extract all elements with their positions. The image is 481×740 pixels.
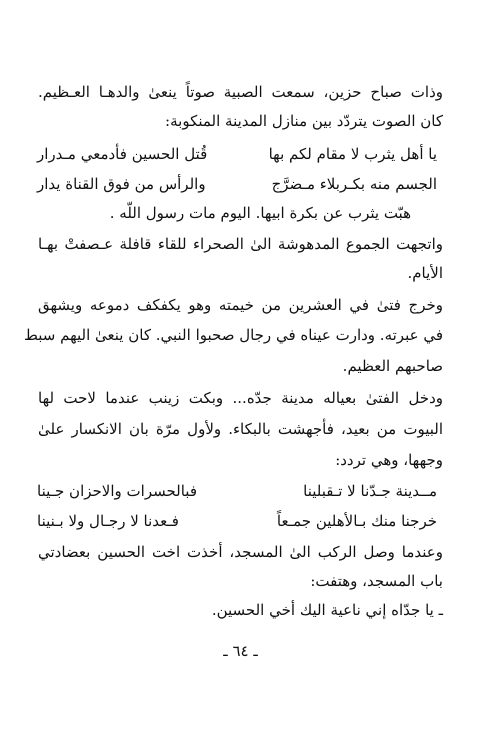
paragraph-line: ـ يا جدّاه إني ناعية اليك أخي الحسين. bbox=[211, 601, 443, 619]
verse-hemistich: والرأس من فوق القناة يدار bbox=[37, 175, 206, 193]
verse-hemistich: يا أهل يثرب لا مقام لكم بها bbox=[268, 145, 437, 163]
verse-line bbox=[37, 174, 437, 194]
verse-line bbox=[37, 144, 437, 164]
verse-hemistich: فـعدنا لا رجـال ولا بـنينا bbox=[37, 512, 179, 530]
verse-hemistich: قُتل الحسين فأدمعي مـدرار bbox=[37, 145, 208, 163]
paragraph-line: وخرج فتىٰ في العشرين من خيمته وهو يكفكف دموعه ويشهق bbox=[38, 296, 443, 314]
verse-hemistich: الجسم منه بكـربلاء مـضرَّج bbox=[271, 175, 437, 193]
paragraph-line: وجهها، وهي تردد: bbox=[335, 451, 443, 469]
paragraph-line: هبّت يثرب عن بكرة ابيها. اليوم مات رسول اللّه . bbox=[109, 204, 411, 222]
verse-line bbox=[37, 511, 437, 531]
page-number: ـ ٦٤ ـ bbox=[223, 642, 258, 660]
verse-hemistich: فبالحسرات والاحزان جـينا bbox=[37, 482, 197, 500]
paragraph-line: صاحبهم العظيم. bbox=[342, 357, 443, 375]
paragraph-line: وذات صباح حزين، سمعت الصبية صوتاً ينعىٰ والدهـا العـظيم. bbox=[38, 83, 443, 101]
paragraph-line: البيوت من بعيد، فأجهشت بالبكاء. ولأول مرّة بان الانكسار علىٰ bbox=[38, 420, 443, 438]
paragraph-line: في عبرته. ودارت عيناه في رجال صحبوا النبي. كان ينعىٰ اليهم سبط bbox=[24, 326, 443, 344]
verse-line bbox=[37, 481, 437, 501]
verse-hemistich: مــدينة جـدّنا لا تـقبلينا bbox=[303, 482, 437, 500]
paragraph-line: الأيام. bbox=[407, 264, 443, 282]
paragraph-line: ودخل الفتىٰ بعياله مدينة جدّه... وبكت زينب عندما لاحت لها bbox=[38, 389, 443, 407]
paragraph-line: وعندما وصل الركب الىٰ المسجد، أخذت اخت الحسين بعضادتي bbox=[38, 543, 443, 561]
paragraph-line: باب المسجد، وهتفت: bbox=[310, 572, 443, 590]
paragraph-line: كان الصوت يتردّد بين منازل المدينة المنكوبة: bbox=[165, 112, 443, 130]
verse-hemistich: خرجنا منك بـالأهلين جمـعاً bbox=[276, 512, 437, 530]
paragraph-line: واتجهت الجموع المدهوشة الىٰ الصحراء للقاء قافلة عـصفتْ بهـا bbox=[38, 235, 443, 253]
